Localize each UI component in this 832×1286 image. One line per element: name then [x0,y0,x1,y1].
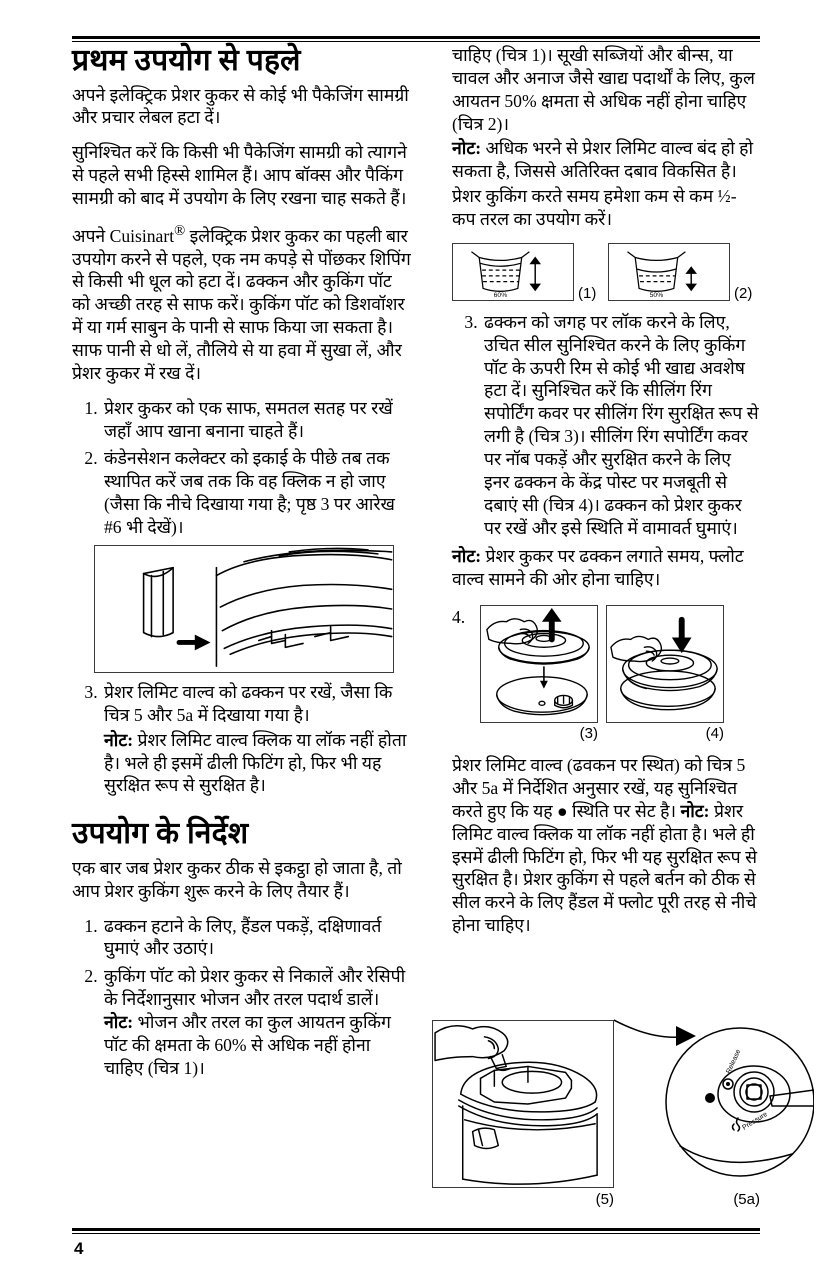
note-label: नोट: [104,729,134,750]
left-column [72,44,412,1086]
note-float-valve-front [452,545,760,591]
step-text-fill-pot-a: कुकिंग पॉट को प्रेशर कुकर से निकालें और रेसिपी के निर्देशानुसार भोजन और तरल पदार्थ डालें। [104,966,406,1010]
note-label: नोट: [452,546,482,567]
use-steps-list [72,915,412,1080]
setup-steps-list-continued [72,681,412,797]
paragraph-capacity-limits: चाहिए (चित्र 1)। सूखी सब्जियों और बीन्स, या चावल और अनाज जैसे खाद्य पदार्थों के लिए, कुल आयतन 50% क्षमता से अधिक नहीं होना चाहिए (चित्र 2)। [452,45,755,134]
fill-figure-2-cell [608,243,758,301]
figure-caption: (4) [705,725,724,743]
list-item [102,915,412,961]
paragraph-remove-packaging: अपने इलेक्ट्रिक प्रेशर कुकर से कोई भी पैकेजिंग सामग्री और प्रचार लेबल हटा दें। [72,84,409,128]
cooker-lid-valve-drawing [433,1021,613,1187]
paragraph-minimum-liquid: प्रेशर कुकिंग करते समय हमेशा कम से कम ½-कप तरल का उपयोग करें। [452,186,737,230]
list-item [482,311,760,540]
note-overfilling [452,137,760,183]
setup-steps-list [72,397,412,539]
text-post-brand: इलेक्ट्रिक प्रेशर कुकर का पहली बार उपयोग करने से पहले, एक नम कपड़े से पोंछकर शिपिंग से किसी भी धूल को हटा दें। ढक्कन और कुकिंग पॉट को अच्छी तरह से साफ करें। कुकिंग पॉट को डिशवॉशर में या गर्म साबुन के पानी से साफ किया जा सकता है। साफ पानी से धो लें, तौलिये से या हवा में सुखा लें, और प्रेशर कुकर में रख दें। [72,225,411,383]
note-text: अधिक भरने से प्रेशर लिमिट वाल्व बंद हो हो सकता है, जिससे अतिरिक्त दबाव विकसित है। [452,138,754,182]
valve-text-a: प्रेशर लिमिट वाल्व (ढवकन पर स्थित) को चित्र 5 और 5a में निर्देशित अनुसार रखें, यह सुनिश्चित करते हुए कि यह ● स्थिति पर सेट है। [452,755,746,821]
figure-inner-lid-attach [606,605,724,723]
inner-lid-attach-drawing [607,606,723,722]
brand-name: Cuisinart [109,225,175,246]
list-item [102,397,412,443]
note-label: नोट: [104,1011,134,1032]
registered-mark: ® [174,222,186,239]
fill-level-label: 60% [493,291,508,299]
figure-caption-5: (5) [595,1191,614,1208]
step-text-fill-pot-b: भोजन और तरल का कुल आयतन कुकिंग पॉट की क्षमता के 60% से अधिक नहीं होना चाहिए (चित्र 1)। [104,1011,391,1078]
valve-label-pressure: Pressure [741,1110,769,1132]
note-label: नोट: [452,138,482,159]
fill-level-label: 50% [649,291,664,299]
condensation-collector-drawing [95,546,393,672]
valve-detail-drawing [614,1014,814,1194]
figure-condensation-collector [94,545,394,673]
figure-caption-5a: (5a) [733,1191,760,1208]
pot-fill-60-drawing [453,244,573,300]
paragraph-check-parts: सुनिश्चित करें कि किसी भी पैकेजिंग सामग्री को त्यागने से पहले सभी हिस्से शामिल हैं। आप बॉक्स और पैकिंग सामग्री को बाद में उपयोग के लिए रखना चाह सकते हैं। [72,142,407,209]
figure-cooker-lid-valve [432,1020,614,1188]
fill-level-figures [452,243,760,301]
inner-lid-remove-drawing [481,606,597,722]
section-heading-before-first-use: प्रथम उपयोग से पहले [72,44,301,77]
step-4-row [452,603,760,742]
list-item [102,447,412,538]
pot-fill-50-drawing [609,244,729,300]
text-pre-brand: अपने [72,225,110,246]
page-number: 4 [74,1239,84,1258]
step-4-number: 4. [452,607,466,628]
note-text: प्रेशर कुकर पर ढक्कन लगाते समय, फ्लोट वाल्व सामने की ओर होना चाहिए। [452,546,744,590]
paragraph-first-clean [72,222,412,385]
lid-figure-3-cell [480,605,598,742]
right-column [452,44,760,949]
lid-figures [480,605,724,742]
fill-figure-1-cell [452,243,602,301]
step-text-lock-lid: ढक्कन को जगह पर लॉक करने के लिए, उचित सील सुनिश्चित करने के लिए कुकिंग पॉट के ऊपरी रिम से कोई भी खाद्य अवशेष हटा दें। सुनिश्चित करें कि सीलिंग रिंग सपोर्टिंग कवर पर सीलिंग रिंग सुरक्षित रूप से लगी है (चित्र 3)। सीलिंग रिंग सपोर्टिंग कवर पर नॉब पकड़ें और सुरक्षित करने के लिए इनर ढक्कन के केंद्र पोस्ट पर मजबूती से दबाएं सी (चित्र 4)। ढक्कन को प्रेशर कुकर पर रखें और इसे स्थिति में वामावर्त घुमाएं। [484,311,759,538]
paragraph-ready-to-cook: एक बार जब प्रेशर कुकर ठीक से इकट्ठा हो जाता है, तो आप प्रेशर कुकिंग शुरू करने के लिए तैयार हैं। [72,857,402,901]
figure-inner-lid-remove [480,605,598,723]
step-text-pressure-limit-valve: प्रेशर लिमिट वाल्व को ढक्कन पर रखें, जैसा कि चित्र 5 और 5a में दिखाया गया है। [104,681,393,725]
paragraph-valve-position [452,754,760,937]
note-label: नोट: [680,800,710,821]
step-text-remove-lid: ढक्कन हटाने के लिए, हैंडल पकड़ें, दक्षिणावर्त घुमाएं और उठाएं। [104,915,382,959]
step-text-place-cooker: प्रेशर कुकर को एक साफ, समतल सतह पर रखें जहाँ आप खाना बनाना चाहते हैं। [104,397,393,441]
list-item [102,681,412,797]
valve-label-release: Release [725,1048,743,1075]
figure-pot-fill-50 [608,243,730,301]
note-pressure-limit-valve [104,729,412,798]
fill-figure-2-caption-wrap [730,243,752,301]
figure-valve-detail [614,1014,814,1194]
figure-caption: (3) [579,725,598,743]
lid-figure-4-cell [606,605,724,742]
step-text-condensation-collector: कंडेनसेशन कलेक्टर को इकाई के पीछे तब तक स्थापित करें जब तक कि वह क्लिक न हो जाए (जैसा कि नीचे दिखाया गया है; पृष्ठ 3 पर आरेख #6 भी देखें)। [104,448,395,538]
fill-figure-1-caption-wrap [574,243,596,301]
note-text: प्रेशर लिमिट वाल्व क्लिक या लॉक नहीं होता है। भले ही इसमें ढीली फिटिंग हो, फिर भी यह सुरक्षित रूप से सुरक्षित है। [104,729,407,796]
lid-lock-steps [452,311,760,540]
figure-caption: (2) [734,284,753,302]
valve-figures-group [432,1020,792,1228]
list-item [102,965,412,1079]
header-rule [72,36,760,39]
footer-rule [72,1228,760,1231]
valve-text-b: प्रेशर लिमिट वाल्व क्लिक या लॉक नहीं होता है। भले ही इसमें ढीली फिटिंग हो, फिर भी यह सुरक्षित रूप से सुरक्षित है। प्रेशर कुकिंग से पहले बर्तन को ठीक से सील करने के लिए हैंडल में फ्लोट पूरी तरह से नीचे होना चाहिए। [452,800,757,936]
figure-caption: (1) [578,284,597,302]
section-heading-instructions-for-use: उपयोग के निर्देश [72,817,249,851]
figure-pot-fill-60 [452,243,574,301]
